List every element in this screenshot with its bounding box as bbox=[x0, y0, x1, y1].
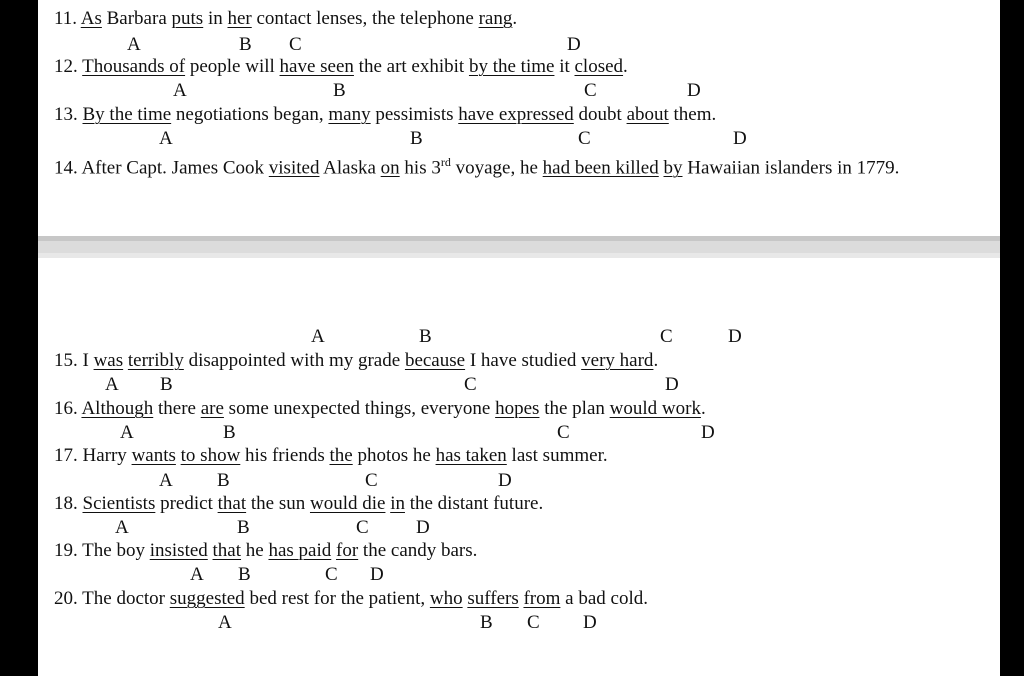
stray-option-letter-a: A bbox=[311, 326, 325, 347]
underlined-option: on bbox=[380, 157, 400, 179]
underlined-option: about bbox=[626, 104, 669, 125]
sentence-text: people will bbox=[185, 56, 280, 77]
sentence-text: The doctor bbox=[82, 588, 170, 609]
option-letter-c: C bbox=[325, 564, 338, 585]
question-15 bbox=[54, 350, 658, 372]
sentence-text: the candy bars. bbox=[358, 540, 478, 561]
underlined-option: By the time bbox=[82, 104, 172, 125]
question-19 bbox=[54, 540, 477, 562]
sentence-text: Alaska bbox=[319, 157, 381, 179]
underlined-option: As bbox=[80, 8, 102, 29]
option-letter-d: D bbox=[701, 422, 715, 443]
question-14 bbox=[54, 151, 899, 179]
sentence-text: predict bbox=[155, 493, 218, 514]
underlined-option: in bbox=[390, 493, 405, 514]
underlined-option: insisted bbox=[149, 540, 208, 561]
underlined-option: would work bbox=[609, 398, 701, 419]
option-letter-b: B bbox=[480, 612, 493, 633]
sentence-text: the art exhibit bbox=[353, 56, 469, 77]
option-letter-a: A bbox=[115, 517, 129, 538]
option-letter-a: A bbox=[105, 374, 119, 395]
question-number: 20. bbox=[54, 588, 83, 609]
underlined-option: are bbox=[200, 398, 224, 419]
sentence-text: there bbox=[153, 398, 201, 419]
underlined-option: closed bbox=[574, 56, 624, 77]
option-letter-a: A bbox=[120, 422, 134, 443]
stray-option-letter-d: D bbox=[728, 326, 742, 347]
underlined-option: from bbox=[523, 588, 561, 609]
option-letter-b: B bbox=[237, 517, 250, 538]
question-number: 17. bbox=[54, 445, 83, 466]
sentence-text: voyage, he bbox=[450, 157, 543, 179]
sentence-text: Harry bbox=[82, 445, 132, 466]
sentence-text: . bbox=[512, 8, 518, 29]
question-20 bbox=[54, 588, 648, 610]
question-12 bbox=[54, 56, 628, 78]
underlined-option: Although bbox=[81, 398, 154, 419]
sentence-text: in bbox=[203, 8, 228, 29]
sentence-text: a bad cold. bbox=[560, 588, 648, 609]
underlined-option: by bbox=[663, 157, 683, 179]
sentence-text: The boy bbox=[82, 540, 150, 561]
option-letter-c: C bbox=[464, 374, 477, 395]
sentence-text: . bbox=[700, 398, 706, 419]
question-18 bbox=[54, 493, 543, 515]
question-17 bbox=[54, 445, 608, 467]
underlined-option: have expressed bbox=[458, 104, 574, 125]
superscript: rd bbox=[440, 155, 451, 169]
underlined-option: who bbox=[429, 588, 463, 609]
sentence-text: photos he bbox=[352, 445, 436, 466]
underlined-option: terribly bbox=[127, 350, 184, 371]
option-letter-b: B bbox=[239, 34, 252, 55]
underlined-option: Thousands of bbox=[82, 56, 186, 77]
sentence-text: I have studied bbox=[465, 350, 582, 371]
question-13 bbox=[54, 104, 716, 126]
question-number: 18. bbox=[54, 493, 83, 514]
option-letter-d: D bbox=[583, 612, 597, 633]
underlined-option: her bbox=[227, 8, 252, 29]
question-number: 19. bbox=[54, 540, 83, 561]
sentence-text: Hawaiian islanders in 1779. bbox=[682, 157, 900, 179]
option-letter-a: A bbox=[218, 612, 232, 633]
option-letter-b: B bbox=[160, 374, 173, 395]
sentence-text: last summer. bbox=[506, 445, 608, 466]
option-letter-b: B bbox=[223, 422, 236, 443]
option-letter-d: D bbox=[416, 517, 430, 538]
underlined-option: by the time bbox=[468, 56, 555, 77]
underlined-option: puts bbox=[171, 8, 204, 29]
underlined-option: suffers bbox=[467, 588, 519, 609]
sentence-text: contact lenses, the telephone bbox=[251, 8, 479, 29]
sentence-text: he bbox=[241, 540, 269, 561]
sentence-text: his 3 bbox=[399, 157, 441, 179]
option-letter-d: D bbox=[498, 470, 512, 491]
document-page-bottom bbox=[38, 258, 1000, 676]
underlined-option: had been killed bbox=[542, 157, 659, 179]
sentence-text: After Capt. James Cook bbox=[81, 157, 269, 179]
option-letter-c: C bbox=[527, 612, 540, 633]
question-number: 15. bbox=[54, 350, 83, 371]
option-letter-a: A bbox=[127, 34, 141, 55]
option-letter-d: D bbox=[370, 564, 384, 585]
question-11 bbox=[54, 8, 517, 30]
underlined-option: have seen bbox=[279, 56, 354, 77]
sentence-text: it bbox=[554, 56, 575, 77]
underlined-option: to show bbox=[180, 445, 241, 466]
option-letter-c: C bbox=[578, 128, 591, 149]
question-number: 13. bbox=[54, 104, 83, 125]
sentence-text: pessimists bbox=[370, 104, 459, 125]
option-letter-b: B bbox=[410, 128, 423, 149]
sentence-text: . bbox=[653, 350, 659, 371]
option-letter-b: B bbox=[217, 470, 230, 491]
sentence-text: negotiations began, bbox=[171, 104, 329, 125]
sentence-text: some unexpected things, everyone bbox=[223, 398, 496, 419]
sentence-text: bed rest for the patient, bbox=[244, 588, 430, 609]
underlined-option: the bbox=[329, 445, 353, 466]
option-letter-b: B bbox=[333, 80, 346, 101]
underlined-option: suggested bbox=[169, 588, 245, 609]
option-letter-c: C bbox=[365, 470, 378, 491]
sentence-text: disappointed with my grade bbox=[183, 350, 405, 371]
stray-option-letter-c: C bbox=[660, 326, 673, 347]
underlined-option: very hard bbox=[581, 350, 654, 371]
underlined-option: that bbox=[217, 493, 247, 514]
question-number: 12. bbox=[54, 56, 83, 77]
option-letter-c: C bbox=[356, 517, 369, 538]
underlined-option: because bbox=[404, 350, 466, 371]
option-letter-a: A bbox=[190, 564, 204, 585]
option-letter-c: C bbox=[557, 422, 570, 443]
underlined-option: has paid bbox=[268, 540, 332, 561]
option-letter-a: A bbox=[173, 80, 187, 101]
question-number: 14. bbox=[54, 157, 82, 179]
underlined-option: wants bbox=[131, 445, 176, 466]
sentence-text: Barbara bbox=[101, 8, 172, 29]
underlined-option: would die bbox=[309, 493, 386, 514]
question-16 bbox=[54, 398, 706, 420]
option-letter-c: C bbox=[289, 34, 302, 55]
option-letter-a: A bbox=[159, 128, 173, 149]
sentence-text: . bbox=[623, 56, 628, 77]
underlined-option: Scientists bbox=[82, 493, 156, 514]
option-letter-d: D bbox=[567, 34, 581, 55]
option-letter-c: C bbox=[584, 80, 597, 101]
underlined-option: for bbox=[336, 540, 359, 561]
option-letter-d: D bbox=[687, 80, 701, 101]
document-page-top bbox=[38, 0, 1000, 236]
sentence-text: doubt bbox=[573, 104, 627, 125]
underlined-option: hopes bbox=[495, 398, 540, 419]
stray-option-letter-b: B bbox=[419, 326, 432, 347]
underlined-option: that bbox=[212, 540, 242, 561]
underlined-option: many bbox=[328, 104, 371, 125]
page-separator bbox=[38, 236, 1000, 258]
sentence-text: the sun bbox=[246, 493, 310, 514]
option-letter-a: A bbox=[159, 470, 173, 491]
underlined-option: was bbox=[93, 350, 124, 371]
sentence-text: I bbox=[82, 350, 94, 371]
option-letter-d: D bbox=[733, 128, 747, 149]
underlined-option: rang bbox=[478, 8, 513, 29]
question-number: 16. bbox=[54, 398, 82, 419]
underlined-option: visited bbox=[268, 157, 320, 179]
sentence-text: the plan bbox=[539, 398, 610, 419]
option-letter-d: D bbox=[665, 374, 679, 395]
underlined-option: has taken bbox=[435, 445, 507, 466]
option-letter-b: B bbox=[238, 564, 251, 585]
sentence-text: his friends bbox=[240, 445, 330, 466]
sentence-text: the distant future. bbox=[404, 493, 544, 514]
sentence-text: them. bbox=[668, 104, 717, 125]
question-number: 11. bbox=[54, 8, 81, 29]
